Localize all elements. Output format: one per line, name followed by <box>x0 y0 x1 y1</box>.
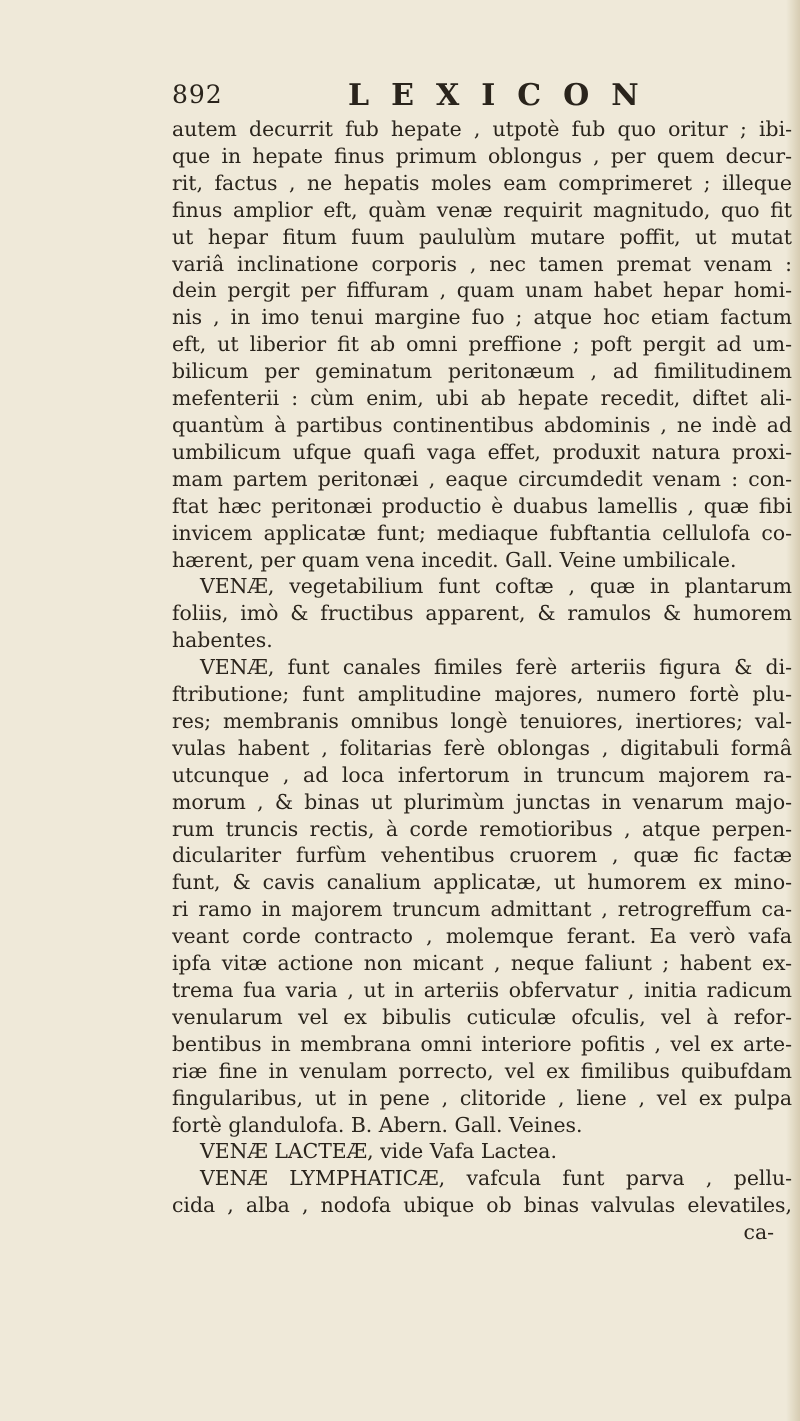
text-line: riæ fine in venulam porrecto, vel ex fimilibus quibufdam <box>172 1058 792 1083</box>
text-line: VENÆ, funt canales fimiles ferè arteriis figura & di- <box>200 655 792 680</box>
text-line: habentes. <box>172 628 273 653</box>
text-line: utcunque , ad loca infertorum in truncum majorem ra- <box>172 762 792 787</box>
text-line: ca- <box>743 1220 774 1245</box>
text-line: cida , alba , nodofa ubique ob binas valvulas elevatiles, <box>172 1193 792 1218</box>
text-line: invicem applicatæ funt; mediaque fubftantia cellulofa co- <box>172 520 792 545</box>
text-line: nis , in imo tenui margine fuo ; atque hoc etiam factum <box>172 305 792 330</box>
text-line: morum , & binas ut plurimùm junctas in venarum majo- <box>172 789 792 814</box>
text-line: eft, ut liberior fit ab omni preffione ; poft pergit ad um- <box>172 332 792 357</box>
text-line: VENÆ, vegetabilium funt coftæ , quæ in plantarum <box>200 574 792 599</box>
text-line: rum truncis rectis, à corde remotioribus , atque perpen- <box>172 816 792 841</box>
text-line: diculariter furfùm vehentibus cruorem , quæ fic factæ <box>172 843 792 868</box>
page-number: 892 <box>172 80 223 109</box>
text-line: que in hepate finus primum oblongus , per quem decur- <box>172 143 792 168</box>
text-line: fortè glandulofa. B. Abern. Gall. Veines. <box>172 1112 583 1137</box>
text-line: umbilicum ufque quafi vaga effet, produxit natura proxi- <box>172 439 792 464</box>
text-line: ftat hæc peritonæi productio è duabus lamellis , quæ fibi <box>172 493 792 518</box>
text-line: ipfa vitæ actione non micant , neque faliunt ; habent ex- <box>172 951 792 976</box>
text-line: trema fua varia , ut in arteriis obfervatur , initia radicum <box>172 978 792 1002</box>
text-line: VENÆ LACTEÆ, vide Vafa Lactea. <box>200 1139 557 1164</box>
page-header <box>172 76 792 116</box>
body-text <box>172 116 792 1246</box>
text-line: hærent, per quam vena incedit. Gall. Veine umbilicale. <box>172 547 737 572</box>
text-line: ftributione; funt amplitudine majores, numero fortè plu- <box>172 682 792 707</box>
text-line: foliis, imò & fructibus apparent, & ramulos & humorem <box>172 601 792 626</box>
text-line: dein pergit per fiffuram , quam unam habet hepar homi- <box>172 278 792 303</box>
text-line: variâ inclinatione corporis , nec tamen premat venam : <box>172 251 792 276</box>
text-line: mam partem peritonæi , eaque circumdedit venam : con- <box>172 466 792 491</box>
text-line: ut hepar fitum fuum paululùm mutare poffit, ut mutat <box>172 224 792 249</box>
text-line: vulas habent , folitarias ferè oblongas , digitabuli formâ <box>172 735 792 760</box>
text-line: bilicum per geminatum peritonæum , ad fimilitudinem <box>172 359 792 384</box>
text-line: rit, factus , ne hepatis moles eam comprimeret ; illeque <box>172 170 792 195</box>
text-line: res; membranis omnibus longè tenuiores, inertiores; val- <box>172 708 792 733</box>
text-line: veant corde contracto , molemque ferant. Ea verò vafa <box>172 924 792 949</box>
text-line: ri ramo in majorem truncum admittant , retrogreffum ca- <box>172 897 792 922</box>
text-line: autem decurrit fub hepate , utpotè fub quo oritur ; ibi- <box>172 117 792 141</box>
text-line: bentibus in membrana omni interiore pofitis , vel ex arte- <box>172 1031 792 1056</box>
text-line: fingularibus, ut in pene , clitoride , liene , vel ex pulpa <box>172 1085 792 1110</box>
running-title: LEXICON <box>348 78 661 113</box>
text-line: finus amplior eft, quàm venæ requirit magnitudo, quo fit <box>172 197 792 222</box>
text-line: venularum vel ex bibulis cuticulæ ofculis, vel à refor- <box>172 1004 792 1029</box>
text-line: funt, & cavis canalium applicatæ, ut humorem ex mino- <box>172 870 792 895</box>
text-line: mefenterii : cùm enim, ubi ab hepate recedit, diftet ali- <box>172 386 792 411</box>
text-line: quantùm à partibus continentibus abdominis , ne indè ad <box>172 412 792 437</box>
text-line: VENÆ LYMPHATICÆ, vafcula funt parva , pellu- <box>200 1166 792 1191</box>
